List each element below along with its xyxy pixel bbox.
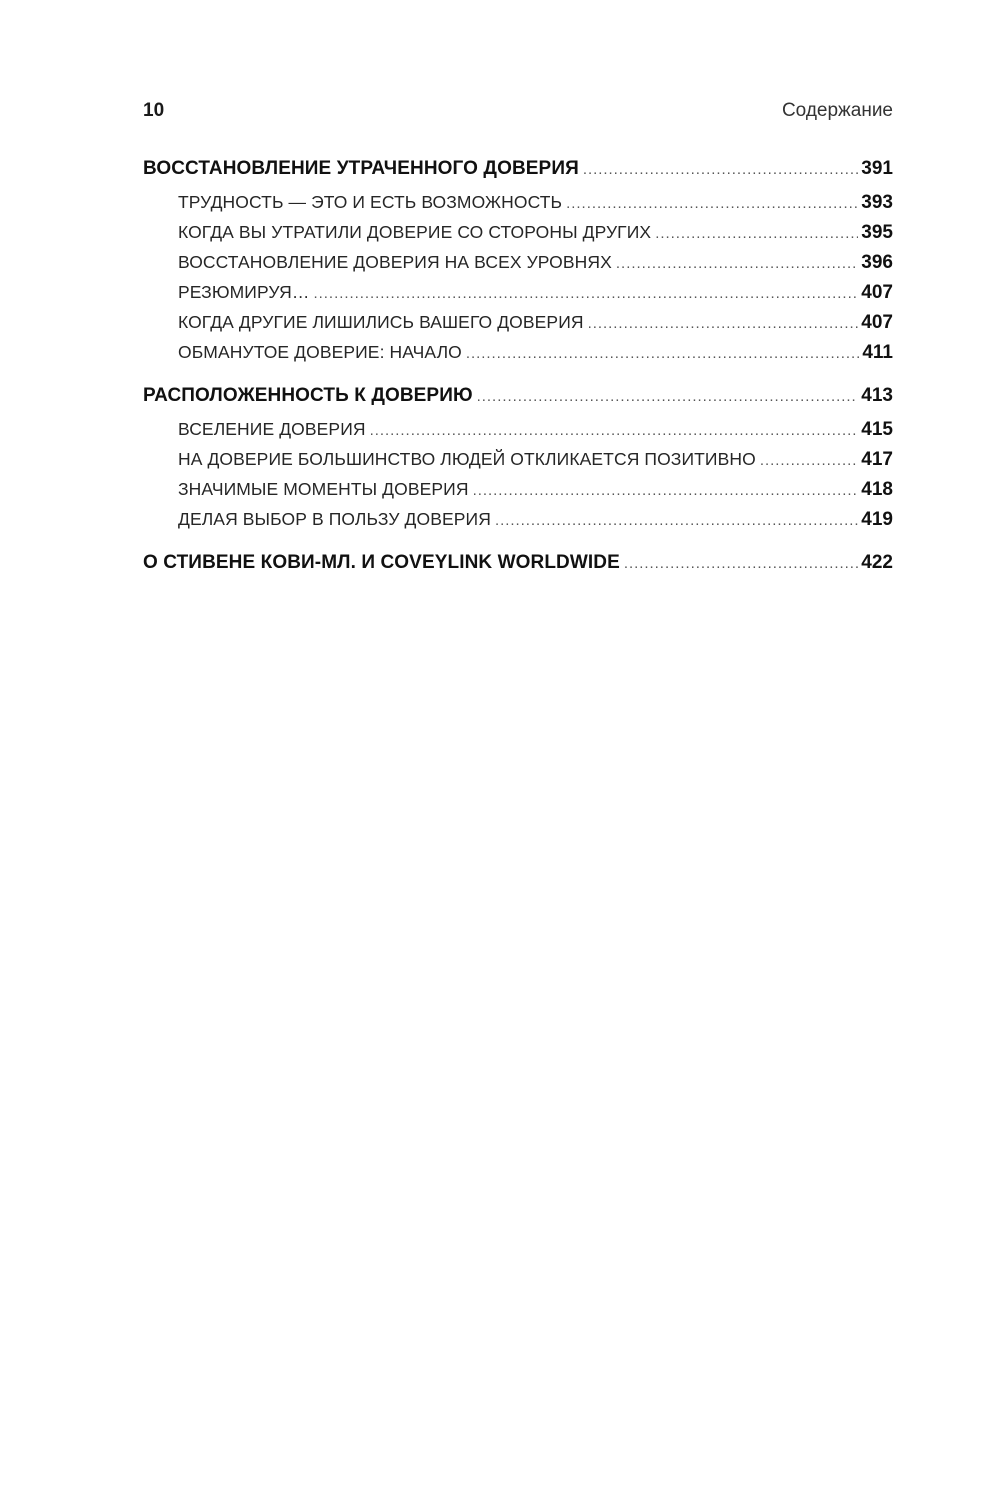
toc-page-number: 391 xyxy=(861,158,893,179)
toc-subsection-title: КОГДА ВЫ УТРАТИЛИ ДОВЕРИЕ СО СТОРОНЫ ДРУГИХ xyxy=(178,222,652,242)
toc-chapter-entry[interactable] xyxy=(143,158,893,192)
dot-leader xyxy=(583,161,858,178)
toc-subsection-entry[interactable] xyxy=(143,192,893,222)
toc-subsection-title: ТРУДНОСТЬ — ЭТО И ЕСТЬ ВОЗМОЖНОСТЬ xyxy=(178,192,563,212)
toc-page-number: 417 xyxy=(861,449,893,470)
toc-subsection-title: НА ДОВЕРИЕ БОЛЬШИНСТВО ЛЮДЕЙ ОТКЛИКАЕТСЯ ПОЗИТИВНО xyxy=(178,449,756,469)
toc-subsection-entry[interactable] xyxy=(143,449,893,479)
toc-subsection-entry[interactable] xyxy=(143,252,893,282)
toc-subsection-title: ДЕЛАЯ ВЫБОР В ПОЛЬЗУ ДОВЕРИЯ xyxy=(178,509,491,529)
toc-page-number: 418 xyxy=(861,479,893,500)
dot-leader xyxy=(370,422,859,439)
toc-chapter-title: ВОССТАНОВЛЕНИЕ УТРАЧЕННОГО ДОВЕРИЯ xyxy=(143,158,579,179)
toc-chapter-entry[interactable] xyxy=(143,385,893,419)
running-header xyxy=(143,100,893,128)
dot-leader xyxy=(477,388,859,405)
toc-chapter-entry[interactable] xyxy=(143,552,893,586)
dot-leader xyxy=(314,285,859,302)
toc-page-number: 419 xyxy=(861,509,893,530)
toc-subsection-entry[interactable] xyxy=(143,312,893,342)
running-title: Содержание xyxy=(781,100,893,121)
table-of-contents xyxy=(143,158,893,586)
toc-page-number: 395 xyxy=(861,222,893,243)
toc-chapter-title: РАСПОЛОЖЕННОСТЬ К ДОВЕРИЮ xyxy=(143,385,473,406)
page-number: 10 xyxy=(143,100,165,121)
toc-page-number: 393 xyxy=(861,192,893,213)
dot-leader xyxy=(466,345,859,362)
dot-leader xyxy=(495,512,858,529)
dot-leader xyxy=(616,255,858,272)
dot-leader xyxy=(655,225,858,242)
toc-page-number: 407 xyxy=(861,312,893,333)
toc-subsection-title: ВСЕЛЕНИЕ ДОВЕРИЯ xyxy=(178,419,366,439)
toc-section xyxy=(143,158,893,372)
dot-leader xyxy=(473,482,859,499)
toc-page-number: 422 xyxy=(861,552,893,573)
dot-leader xyxy=(624,555,858,572)
toc-section xyxy=(143,385,893,539)
dot-leader xyxy=(566,195,858,212)
toc-page-number: 413 xyxy=(861,385,893,406)
toc-subsection-entry[interactable] xyxy=(143,479,893,509)
dot-leader xyxy=(760,452,858,469)
toc-subsection-entry[interactable] xyxy=(143,419,893,449)
toc-page-number: 411 xyxy=(862,342,893,363)
toc-subsection-title: ОБМАНУТОЕ ДОВЕРИЕ: НАЧАЛО xyxy=(178,342,462,362)
toc-page-number: 415 xyxy=(861,419,893,440)
toc-subsection-title: ВОССТАНОВЛЕНИЕ ДОВЕРИЯ НА ВСЕХ УРОВНЯХ xyxy=(178,252,612,272)
toc-page-number: 396 xyxy=(861,252,893,273)
toc-page-number: 407 xyxy=(861,282,893,303)
toc-subsection-entry[interactable] xyxy=(143,509,893,539)
toc-subsection-entry[interactable] xyxy=(143,222,893,252)
toc-subsection-title: ЗНАЧИМЫЕ МОМЕНТЫ ДОВЕРИЯ xyxy=(178,479,469,499)
toc-section xyxy=(143,552,893,586)
toc-chapter-title: О СТИВЕНЕ КОВИ-МЛ. И COVEYLINK WORLDWIDE xyxy=(143,552,620,573)
toc-subsection-title: КОГДА ДРУГИЕ ЛИШИЛИСЬ ВАШЕГО ДОВЕРИЯ xyxy=(178,312,584,332)
dot-leader xyxy=(588,315,859,332)
toc-subsection-entry[interactable] xyxy=(143,342,893,372)
toc-subsection-entry[interactable] xyxy=(143,282,893,312)
toc-subsection-title: РЕЗЮМИРУЯ… xyxy=(178,282,310,302)
